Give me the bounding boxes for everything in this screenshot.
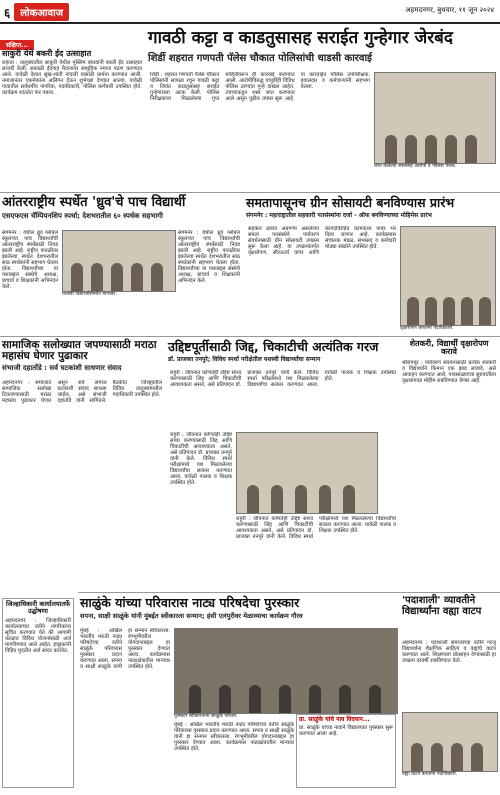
dhruv-article (2, 196, 240, 221)
tanpure-text: राहुरी : जीवनात कोणतेही उद्दिष्ट साध्य करण्यासाठी जिद्द आणि चिकाटीची आवश्यकता असते, असे प्रतिपादन डॉ. प्राजक्त तनपुरे यांनी केले. विविध स्पर्धा परीक्षांमध्ये यश मिळवलेल्या विद्यार्थ्यांचा सत्कार करण्यात आला. यावेळी पालक व शिक्षक उपस्थित होते. (170, 370, 396, 388)
maratha-text: अहमदनगर : समाजात सामाजिक सलोखा टिकवण्यासाठी मराठा महासंघ पुढाकार घेणार असून सर्व समाज घटकांशी संवाद साधला जाईल, असे संभाजी दहातोंडे यांनी सांगितले. बैठकीत जिल्ह्यातील विविध तालुक्यांमधील पदाधिकारी उपस्थित होते. (2, 380, 162, 404)
dhruv-caption: यशस्वी विद्यार्थ्यांसमवेत मान्यवर. (62, 292, 117, 297)
brief-text: राहाता : तालुक्यातील साकुरी येथील मुस्लिम बांधवांनी बकरी ईद उत्साहात साजरी केली. सकाळी ईदगाह मैदानावर सामूहिक नमाज पठण करण्यात आले. यावेळी देशात सुख-शांती नांदावी यासाठी प्रार्थना करण्यात आली. नमाजानंतर एकमेकांना अलिंगन देऊन शुभेच्छा देण्यात आल्या. यावेळी गावातील सर्वधर्मीय नागरिक, पदाधिकारी, पोलिस कर्मचारी उपस्थित होते. कार्यक्रम शांततेत पार पडला. (2, 60, 142, 97)
date-line: अहमदनगर, बुधवार, ११ जून २०२४ (405, 6, 494, 14)
salunke-text-2: मुंबई : अखिल भारतीय मराठी नाट्य परिषदेच्या वतीने साळुंके परिवारास पुरस्कार प्रदान करण्यात आला. सपना व साक्षी साळुंके यांनी हा सन्मान स्वीकारला. रंगभूमीवरील योगदानाबद्दल हा पुरस्कार देण्यात आला. कार्यक्रमास नाट्यक्षेत्रातील मान्यवर उपस्थित होते. (174, 722, 294, 752)
padashali-photo (402, 712, 498, 772)
tanpure-subhead: डॉ. प्राजक्त तनपुरे; विविध स्पर्धा परीक्षेतील यशस्वी विद्यार्थ्यांचा सन्मान (168, 356, 321, 364)
tree-headline: शेतकरी, विद्यार्थी वृक्षारोपण करावे (409, 339, 489, 357)
notice-text: अहमदनगर : जिल्हाधिकारी कार्यालयाच्या वतीने नागरिकांना सूचित करण्यात येते की आगामी काळात विविध योजनांसाठी अर्ज मागविण्यात आले आहेत. इच्छुकांनी विहित मुदतीत अर्ज सादर करावेत. (5, 617, 71, 654)
lead-text: शिर्डी : शहरात गणपती पॅलेस चौकात पोलिसांनी सापळा रचून गावठी कट्टा व जिवंत काडतुसासह सराईत गुन्हेगाराला अटक केली. पोलिस निरीक्षकांना मिळालेल्या गुप्त माहितीवरून ही कारवाई करण्यात आली. आरोपीविरुद्ध यापूर्वीही विविध पोलिस ठाण्यांत गुन्हे दाखल आहेत. त्याच्याकडून शस्त्र जप्त करण्यात आले असून पुढील तपास सुरू आहे. या कारवाईत पोलिस उपनिरीक्षक, हवालदार व कर्मचाऱ्यांनी सहभाग घेतला. (150, 72, 370, 102)
green-caption: वृक्षारोपण करताना पदाधिकारी. (400, 326, 454, 331)
tanpure-text-3: राहुरी : जीवनात कोणतेही उद्दिष्ट साध्य करण्यासाठी जिद्द आणि चिकाटीची आवश्यकता असते, असे प्रतिपादन डॉ. प्राजक्त तनपुरे यांनी केले. विविध स्पर्धा परीक्षांमध्ये यश मिळवलेल्या विद्यार्थ्यांचा सत्कार करण्यात आला. यावेळी पालक व शिक्षक उपस्थित होते. (236, 516, 396, 540)
tree-article (402, 340, 496, 560)
salunke-subhead: सपना, साक्षी साळुंके यांनी मुंबईत स्वीकारला सन्मान; हंसी एलंपुरीवर मेळाव्याचा कार्यक्रम गौरव (80, 612, 303, 621)
lead-photo (374, 72, 496, 164)
lead-subhead: शिर्डी शहरात गणपती पॅलेस चौकात पोलिसांची धाडसी कारवाई (148, 52, 372, 64)
lead-headline: गावठी कट्टा व काडतुसासह सराईत गुन्हेगार जेरबंद (148, 28, 453, 48)
salunke-headline: साळुंके यांच्या परिवारास नाट्य परिषदेचा पुरस्कार (80, 595, 300, 610)
newspaper-logo: लोकआवाज (14, 3, 69, 21)
maratha-headline: सामाजिक सलोख्यात जपण्यासाठी मराठा महासंघ घेणार पुढाकार (2, 339, 157, 363)
green-subhead: संगमनेर : महाराष्ट्रातील सहकारी पतसंस्थांना दर्जा - ऑफ बनविण्याच्या मोहिमेस प्रारंभ (246, 212, 432, 220)
dhruv-photo (62, 230, 176, 292)
green-text: सहकार क्षेत्रात अग्रगण्य असलेल्या समता पतसंस्थेने पर्यावरण संवर्धनासाठी ग्रीन सोसायटी उपक्रम सुरू केला आहे. या उपक्रमांतर्गत वृक्षारोपण, सौरऊर्जा वापर आणि कागदविरहित कामकाज यावर भर दिला जाणार आहे. कार्यक्रमास संचालक मंडळ, सभासद व कर्मचारी मोठ्या संख्येने उपस्थित होते. (248, 226, 396, 256)
green-article (246, 196, 496, 219)
lead-article (148, 30, 496, 64)
info-box (296, 714, 396, 788)
padashali-caption: वह्या वाटप करताना पदाधिकारी. (402, 772, 458, 777)
tanpure-article (168, 340, 396, 363)
padashali-headline: 'पदाशाली' व्यावतीने विद्यार्थ्यांना वह्या वाटप (402, 595, 482, 617)
salunke-article (80, 596, 398, 620)
page-header (0, 0, 500, 24)
info-box-title: प्रा. साळुंके यांचे नाव विदयान... (299, 716, 370, 723)
maratha-subhead: संभाजी दहातोंडे : सर्व घटकांशी साधणार संवाद (2, 364, 122, 373)
info-box-text: प्रा. साळुंके यांच्या नावाने विद्यालयात पुरस्कार सुरू करण्यात आला आहे. (299, 725, 393, 738)
green-photo (400, 226, 496, 326)
padashali-article (402, 596, 496, 617)
dhruv-subhead: एसएफएस चॅम्पियनशिप स्पर्धा; देशभरातील ६० स्पर्धक सहभागी (2, 211, 163, 220)
dhruv-headline: आंतरराष्ट्रीय स्पर्धेत 'ध्रुव'चे पाच विद्यार्थी (2, 195, 186, 210)
brief-article (2, 50, 142, 96)
salunke-text: मुंबई : अखिल भारतीय मराठी नाट्य परिषदेच्या वतीने साळुंके परिवारास पुरस्कार प्रदान करण्यात आला. सपना व साक्षी साळुंके यांनी हा सन्मान स्वीकारला. रंगभूमीवरील योगदानाबद्दल हा पुरस्कार देण्यात आला. कार्यक्रमास नाट्यक्षेत्रातील मान्यवर उपस्थित होते. (80, 628, 170, 670)
notice-box (2, 598, 74, 788)
maratha-article (2, 340, 162, 373)
notice-title: जिल्हाधिकारी कार्यालयातर्फे उद्घोषणा (5, 600, 71, 615)
brief-title: साकुरी येथे बकरी ईद उत्साहात (2, 49, 92, 58)
page-number: ६ (4, 5, 11, 20)
green-headline: समतापासूनच ग्रीन सोसायटी बनविण्यास प्रारंभ (246, 195, 455, 210)
salunke-caption: पुरस्कार स्वीकारताना साळुंके परिवार. (174, 714, 238, 719)
dhruv-text: संगमनेर : येथील ध्रुव ग्लोबल स्कूलच्या पाच विद्यार्थ्यांची आंतरराष्ट्रीय स्पर्धेसाठी निवड झाली आहे. राष्ट्रीय पातळीवर झालेल्या स्पर्धेत देशभरातील साठ स्पर्धकांनी सहभाग घेतला होता. विद्यार्थ्यांच्या या यशाबद्दल संस्थेचे अध्यक्ष, प्राचार्य व शिक्षकांनी अभिनंदन केले. (2, 230, 58, 290)
tanpure-headline: उद्दिष्टपूर्तीसाठी जिद्द, चिकाटीची अत्यंतिक गरज (168, 339, 379, 354)
tree-text: श्रीरामपूर : पर्यावरण संवर्धनासाठी प्रत्येक शेतकरी व विद्यार्थ्याने किमान एक झाड लावावे, असे आवाहन करण्यात आले. पावसाळ्याच्या सुरुवातीला वृक्षलागवड मोहीम राबविण्यात येणार आहे. (402, 359, 496, 384)
brief-tag: संक्षिप्त... (0, 40, 34, 50)
dhruv-text-2: संगमनेर : येथील ध्रुव ग्लोबल स्कूलच्या पाच विद्यार्थ्यांची आंतरराष्ट्रीय स्पर्धेसाठी निवड झाली आहे. राष्ट्रीय पातळीवर झालेल्या स्पर्धेत देशभरातील साठ स्पर्धकांनी सहभाग घेतला होता. विद्यार्थ्यांच्या या यशाबद्दल संस्थेचे अध्यक्ष, प्राचार्य व शिक्षकांनी अभिनंदन केले. (178, 230, 240, 284)
masthead (4, 3, 69, 21)
salunke-photo (174, 628, 398, 714)
padashali-text: अहमदनगर : पदाशाली समाजाच्या वतीने गरजू विद्यार्थ्यांना शैक्षणिक साहित्य व वह्यांचे वाटप करण्यात आले. शिक्षणाला प्रोत्साहन देण्यासाठी हा उपक्रम दरवर्षी राबविण्यात येतो. (402, 640, 496, 664)
tanpure-photo (236, 432, 378, 514)
lead-caption: जप्त केलेल्या शस्त्रासह आरोपी व पोलिस पथक. (374, 164, 457, 169)
tanpure-text-2: राहुरी : जीवनात कोणतेही उद्दिष्ट साध्य करण्यासाठी जिद्द आणि चिकाटीची आवश्यकता असते, असे प्रतिपादन डॉ. प्राजक्त तनपुरे यांनी केले. विविध स्पर्धा परीक्षांमध्ये यश मिळवलेल्या विद्यार्थ्यांचा सत्कार करण्यात आला. यावेळी पालक व शिक्षक उपस्थित होते. (170, 432, 232, 486)
